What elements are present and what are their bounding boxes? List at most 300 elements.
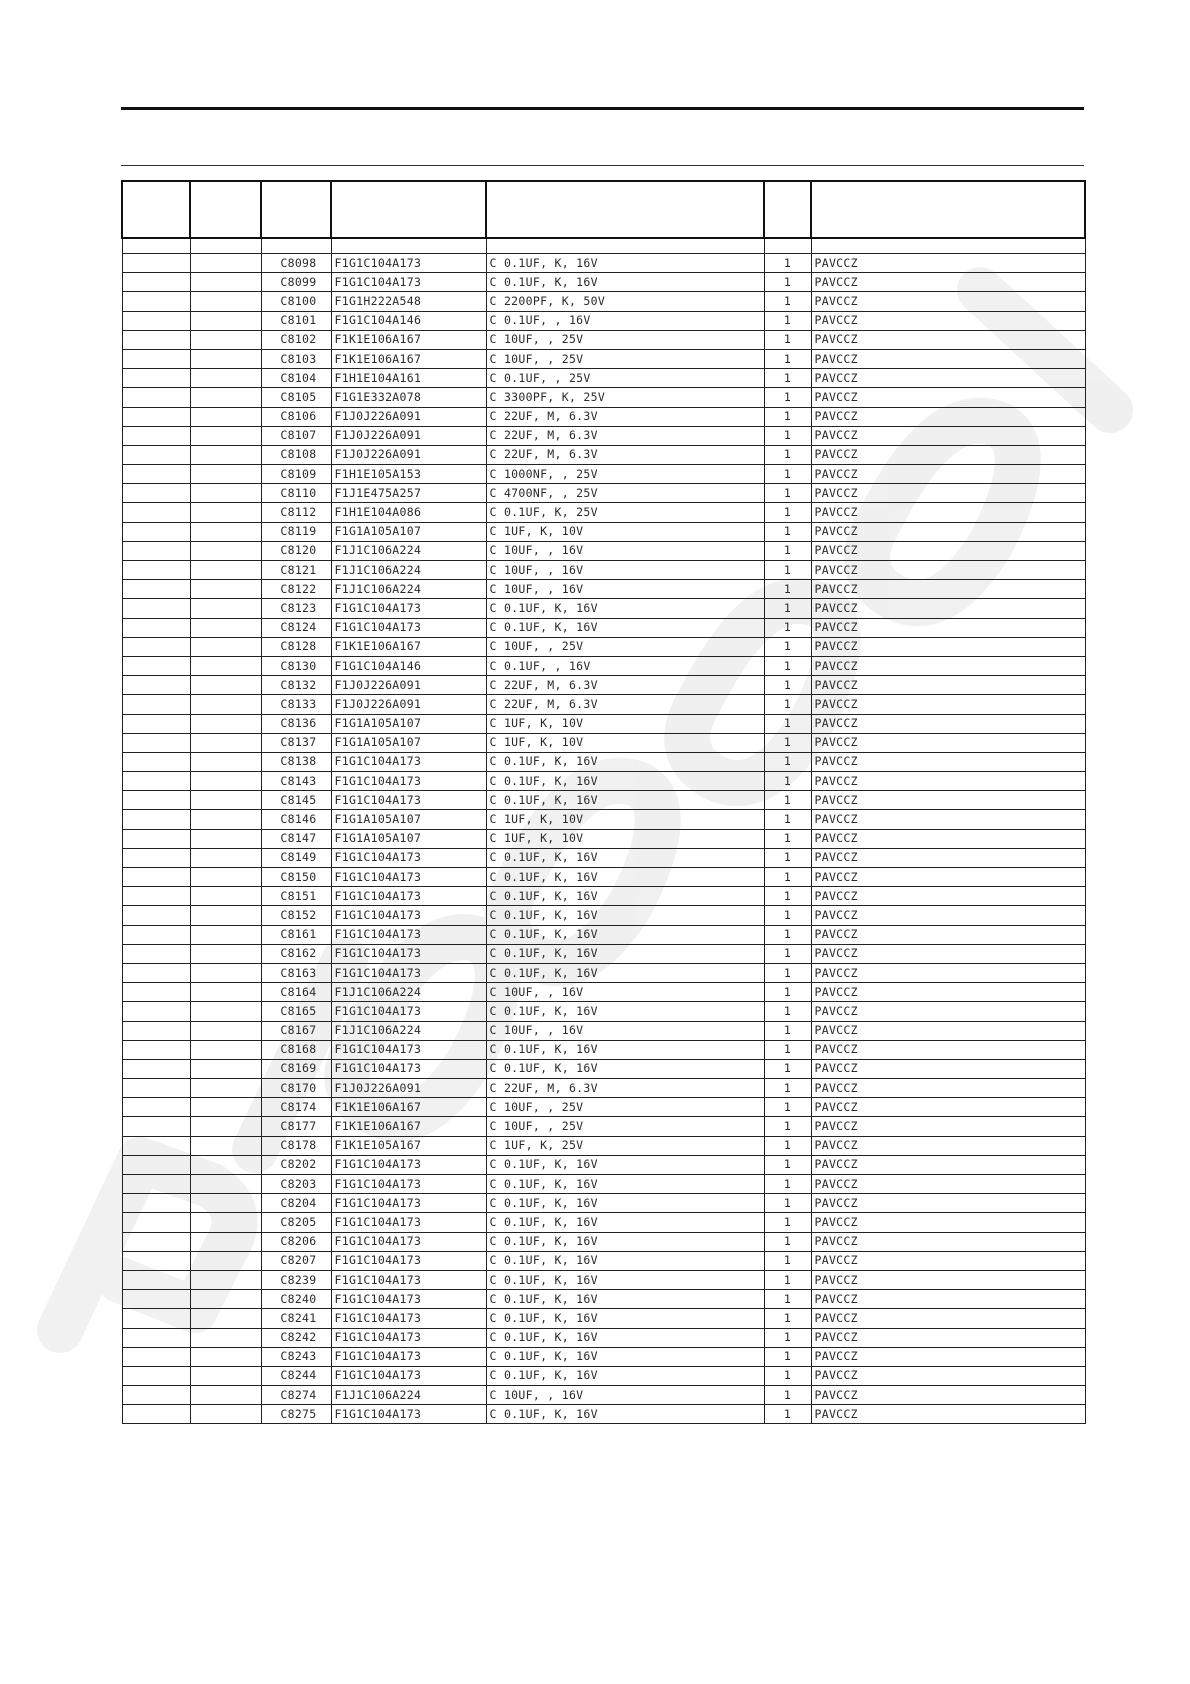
remarks-cell: PAVCCZ (811, 426, 1085, 445)
row-col1-cell (122, 829, 190, 848)
remarks-cell: PAVCCZ (811, 599, 1085, 618)
ref-no-cell: C8128 (261, 637, 331, 656)
ref-no-cell: C8177 (261, 1117, 331, 1136)
row-col2-cell (190, 1347, 261, 1366)
part-no-cell: F1G1H222A548 (331, 292, 486, 311)
remarks-cell: PAVCCZ (811, 695, 1085, 714)
part-no-cell: F1G1A105A107 (331, 714, 486, 733)
part-no-cell: F1J0J226A091 (331, 1079, 486, 1098)
row-col2-cell (190, 695, 261, 714)
description-cell: C 0.1UF, K, 16V (486, 791, 764, 810)
remarks-cell: PAVCCZ (811, 1117, 1085, 1136)
table-row (122, 388, 1085, 407)
row-col2-cell (190, 1290, 261, 1309)
part-no-cell: F1G1A105A107 (331, 733, 486, 752)
table-row (122, 829, 1085, 848)
ref-no-cell: C8121 (261, 561, 331, 580)
part-no-cell: F1G1C104A173 (331, 254, 486, 273)
part-no-cell: F1G1C104A173 (331, 1175, 486, 1194)
row-col1-cell (122, 868, 190, 887)
row-col1-cell (122, 906, 190, 925)
table-row (122, 1194, 1085, 1213)
remarks-cell: PAVCCZ (811, 1098, 1085, 1117)
description-cell: C 0.1UF, K, 25V (486, 503, 764, 522)
description-cell: C 1UF, K, 10V (486, 829, 764, 848)
part-no-cell: F1G1C104A173 (331, 791, 486, 810)
header-cell (122, 181, 190, 238)
part-no-cell: F1G1C104A173 (331, 1213, 486, 1232)
table-row (122, 1213, 1085, 1232)
ref-no-cell: C8151 (261, 887, 331, 906)
row-col1-cell (122, 1405, 190, 1424)
row-col2-cell (190, 618, 261, 637)
ref-no-cell: C8132 (261, 676, 331, 695)
remarks-cell: PAVCCZ (811, 254, 1085, 273)
quantity-cell: 1 (764, 676, 811, 695)
ref-no-cell: C8149 (261, 848, 331, 867)
row-col2-cell (190, 1079, 261, 1098)
row-col2-cell (190, 906, 261, 925)
row-col2-cell (190, 1328, 261, 1347)
header-cell (764, 181, 811, 238)
ref-no-cell: C8107 (261, 426, 331, 445)
description-cell: C 0.1UF, K, 16V (486, 273, 764, 292)
quantity-cell: 1 (764, 388, 811, 407)
description-cell: C 0.1UF, K, 16V (486, 887, 764, 906)
description-cell: C 22UF, M, 6.3V (486, 695, 764, 714)
row-col2-cell (190, 676, 261, 695)
quantity-cell: 1 (764, 944, 811, 963)
table-row (122, 426, 1085, 445)
remarks-cell: PAVCCZ (811, 1405, 1085, 1424)
top-rule (121, 107, 1084, 110)
header-cell (261, 181, 331, 238)
description-cell: C 0.1UF, K, 16V (486, 925, 764, 944)
table-row (122, 983, 1085, 1002)
description-cell: C 1000NF, , 25V (486, 465, 764, 484)
remarks-cell: PAVCCZ (811, 1366, 1085, 1385)
description-cell: C 0.1UF, K, 16V (486, 1270, 764, 1289)
row-col2-cell (190, 868, 261, 887)
row-col2-cell (190, 522, 261, 541)
quantity-cell: 1 (764, 445, 811, 464)
part-no-cell: F1G1C104A173 (331, 944, 486, 963)
description-cell: C 22UF, M, 6.3V (486, 426, 764, 445)
description-cell: C 10UF, , 25V (486, 637, 764, 656)
part-no-cell: F1G1C104A173 (331, 1040, 486, 1059)
ref-no-cell: C8146 (261, 810, 331, 829)
description-cell: C 10UF, , 25V (486, 349, 764, 368)
part-no-cell: F1G1C104A173 (331, 1309, 486, 1328)
table-row (122, 484, 1085, 503)
row-col2-cell (190, 829, 261, 848)
part-no-cell: F1G1C104A173 (331, 599, 486, 618)
quantity-cell: 1 (764, 349, 811, 368)
quantity-cell: 1 (764, 848, 811, 867)
row-col1-cell (122, 599, 190, 618)
description-cell: C 0.1UF, K, 16V (486, 1232, 764, 1251)
table-row (122, 695, 1085, 714)
row-col2-cell (190, 445, 261, 464)
remarks-cell: PAVCCZ (811, 868, 1085, 887)
remarks-cell: PAVCCZ (811, 445, 1085, 464)
ref-no-cell: C8202 (261, 1155, 331, 1174)
quantity-cell: 1 (764, 887, 811, 906)
row-col1-cell (122, 1136, 190, 1155)
table-row (122, 254, 1085, 273)
remarks-cell: PAVCCZ (811, 1290, 1085, 1309)
part-no-cell: F1J0J226A091 (331, 445, 486, 464)
part-no-cell: F1G1C104A173 (331, 1002, 486, 1021)
part-no-cell: F1G1C104A173 (331, 868, 486, 887)
part-no-cell: F1K1E105A167 (331, 1136, 486, 1155)
remarks-cell: PAVCCZ (811, 772, 1085, 791)
part-no-cell: F1G1C104A146 (331, 311, 486, 330)
remarks-cell: PAVCCZ (811, 1059, 1085, 1078)
table-row (122, 599, 1085, 618)
remarks-cell: PAVCCZ (811, 656, 1085, 675)
row-col2-cell (190, 944, 261, 963)
part-no-cell: F1G1C104A173 (331, 772, 486, 791)
row-col2-cell (190, 791, 261, 810)
row-col1-cell (122, 887, 190, 906)
part-no-cell: F1G1C104A173 (331, 1347, 486, 1366)
ref-no-cell: C8244 (261, 1366, 331, 1385)
quantity-cell: 1 (764, 1309, 811, 1328)
remarks-cell: PAVCCZ (811, 1079, 1085, 1098)
table-row (122, 848, 1085, 867)
row-col1-cell (122, 618, 190, 637)
ref-no-cell: C8119 (261, 522, 331, 541)
description-cell: C 10UF, , 16V (486, 541, 764, 560)
table-row (122, 465, 1085, 484)
row-col2-cell (190, 1117, 261, 1136)
ref-no-cell: C8241 (261, 1309, 331, 1328)
part-no-cell: F1J0J226A091 (331, 695, 486, 714)
ref-no-cell: C8206 (261, 1232, 331, 1251)
row-col1-cell (122, 369, 190, 388)
ref-no-cell: C8123 (261, 599, 331, 618)
quantity-cell: 1 (764, 637, 811, 656)
part-no-cell: F1G1A105A107 (331, 522, 486, 541)
row-col1-cell (122, 330, 190, 349)
remarks-cell: PAVCCZ (811, 369, 1085, 388)
ref-no-cell: C8243 (261, 1347, 331, 1366)
table-row (122, 1021, 1085, 1040)
quantity-cell: 1 (764, 1194, 811, 1213)
row-col1-cell (122, 426, 190, 445)
remarks-cell: PAVCCZ (811, 733, 1085, 752)
row-col2-cell (190, 752, 261, 771)
ref-no-cell: C8133 (261, 695, 331, 714)
row-col2-cell (190, 637, 261, 656)
remarks-cell: PAVCCZ (811, 330, 1085, 349)
description-cell: C 0.1UF, , 16V (486, 656, 764, 675)
row-col1-cell (122, 580, 190, 599)
part-no-cell: F1J1C106A224 (331, 561, 486, 580)
part-no-cell: F1J1C106A224 (331, 1021, 486, 1040)
row-col2-cell (190, 254, 261, 273)
remarks-cell: PAVCCZ (811, 1386, 1085, 1405)
part-no-cell: F1G1C104A173 (331, 1366, 486, 1385)
row-col2-cell (190, 1270, 261, 1289)
row-col1-cell (122, 752, 190, 771)
description-cell: C 0.1UF, K, 16V (486, 1366, 764, 1385)
quantity-cell: 1 (764, 311, 811, 330)
remarks-cell: PAVCCZ (811, 407, 1085, 426)
quantity-cell: 1 (764, 484, 811, 503)
table-row (122, 1251, 1085, 1270)
quantity-cell: 1 (764, 407, 811, 426)
remarks-cell: PAVCCZ (811, 388, 1085, 407)
remarks-cell: PAVCCZ (811, 522, 1085, 541)
part-no-cell: F1G1C104A173 (331, 1405, 486, 1424)
quantity-cell: 1 (764, 772, 811, 791)
quantity-cell: 1 (764, 426, 811, 445)
description-cell: C 0.1UF, K, 16V (486, 1251, 764, 1270)
table-row (122, 772, 1085, 791)
table-row (122, 503, 1085, 522)
description-cell: C 0.1UF, K, 16V (486, 752, 764, 771)
row-col2-cell (190, 1405, 261, 1424)
row-col1-cell (122, 1059, 190, 1078)
quantity-cell: 1 (764, 1232, 811, 1251)
table-row (122, 944, 1085, 963)
part-no-cell: F1K1E106A167 (331, 1117, 486, 1136)
table-row (122, 1328, 1085, 1347)
table-row (122, 1270, 1085, 1289)
ref-no-cell: C8162 (261, 944, 331, 963)
row-col1-cell (122, 445, 190, 464)
ref-no-cell: C8169 (261, 1059, 331, 1078)
quantity-cell: 1 (764, 599, 811, 618)
quantity-cell: 1 (764, 292, 811, 311)
row-col1-cell (122, 1366, 190, 1385)
table-body (122, 238, 1085, 1424)
description-cell: C 22UF, M, 6.3V (486, 407, 764, 426)
part-no-cell: F1G1C104A173 (331, 752, 486, 771)
part-no-cell: F1J1E475A257 (331, 484, 486, 503)
description-cell: C 0.1UF, K, 16V (486, 1059, 764, 1078)
ref-no-cell: C8109 (261, 465, 331, 484)
row-col1-cell (122, 1117, 190, 1136)
description-cell: C 22UF, M, 6.3V (486, 445, 764, 464)
row-col1-cell (122, 1386, 190, 1405)
part-no-cell: F1J0J226A091 (331, 676, 486, 695)
part-no-cell: F1G1C104A173 (331, 1059, 486, 1078)
table-row (122, 292, 1085, 311)
ref-no-cell: C8204 (261, 1194, 331, 1213)
row-col1-cell (122, 465, 190, 484)
table-row (122, 1059, 1085, 1078)
quantity-cell: 1 (764, 868, 811, 887)
ref-no-cell: C8137 (261, 733, 331, 752)
row-col2-cell (190, 1155, 261, 1174)
row-col1-cell (122, 925, 190, 944)
row-col2-cell (190, 465, 261, 484)
quantity-cell: 1 (764, 1175, 811, 1194)
table-row (122, 1232, 1085, 1251)
table-row (122, 906, 1085, 925)
description-cell: C 10UF, , 16V (486, 983, 764, 1002)
ref-no-cell: C8122 (261, 580, 331, 599)
quantity-cell: 1 (764, 1386, 811, 1405)
quantity-cell: 1 (764, 1059, 811, 1078)
part-no-cell: F1G1C104A173 (331, 1328, 486, 1347)
description-cell: C 0.1UF, K, 16V (486, 1405, 764, 1424)
part-no-cell: F1K1E106A167 (331, 349, 486, 368)
remarks-cell: PAVCCZ (811, 1328, 1085, 1347)
row-col2-cell (190, 1040, 261, 1059)
table-row (122, 810, 1085, 829)
row-col1-cell (122, 522, 190, 541)
remarks-cell: PAVCCZ (811, 810, 1085, 829)
remarks-cell: PAVCCZ (811, 311, 1085, 330)
quantity-cell: 1 (764, 580, 811, 599)
quantity-cell: 1 (764, 963, 811, 982)
row-col2-cell (190, 1213, 261, 1232)
part-no-cell: F1G1C104A173 (331, 848, 486, 867)
description-cell: C 10UF, , 16V (486, 561, 764, 580)
remarks-cell: PAVCCZ (811, 465, 1085, 484)
ref-no-cell: C8103 (261, 349, 331, 368)
part-no-cell: F1J1C106A224 (331, 983, 486, 1002)
ref-no-cell: C8164 (261, 983, 331, 1002)
row-col1-cell (122, 1021, 190, 1040)
row-col1-cell (122, 695, 190, 714)
part-no-cell: F1G1C104A173 (331, 887, 486, 906)
ref-no-cell: C8205 (261, 1213, 331, 1232)
table-row (122, 1079, 1085, 1098)
part-no-cell: F1H1E104A086 (331, 503, 486, 522)
description-cell: C 0.1UF, K, 16V (486, 254, 764, 273)
row-col1-cell (122, 810, 190, 829)
description-cell: C 0.1UF, K, 16V (486, 1002, 764, 1021)
row-col2-cell (190, 1136, 261, 1155)
ref-no-cell: C8161 (261, 925, 331, 944)
remarks-cell: PAVCCZ (811, 1309, 1085, 1328)
ref-no-cell: C8240 (261, 1290, 331, 1309)
remarks-cell: PAVCCZ (811, 503, 1085, 522)
description-cell: C 0.1UF, K, 16V (486, 1290, 764, 1309)
ref-no-cell: C8130 (261, 656, 331, 675)
quantity-cell: 1 (764, 1270, 811, 1289)
quantity-cell: 1 (764, 810, 811, 829)
description-cell: C 1UF, K, 10V (486, 522, 764, 541)
row-col2-cell (190, 349, 261, 368)
remarks-cell: PAVCCZ (811, 1175, 1085, 1194)
ref-no-cell: C8275 (261, 1405, 331, 1424)
row-col1-cell (122, 561, 190, 580)
row-col2-cell (190, 1366, 261, 1385)
part-no-cell: F1J0J226A091 (331, 407, 486, 426)
table-row (122, 311, 1085, 330)
row-col1-cell (122, 349, 190, 368)
table-row (122, 1386, 1085, 1405)
description-cell: C 0.1UF, K, 16V (486, 944, 764, 963)
part-no-cell: F1K1E106A167 (331, 330, 486, 349)
quantity-cell: 1 (764, 1136, 811, 1155)
table-row (122, 580, 1085, 599)
part-no-cell: F1J1C106A224 (331, 541, 486, 560)
description-cell: C 0.1UF, K, 16V (486, 1328, 764, 1347)
part-no-cell: F1G1C104A173 (331, 906, 486, 925)
part-no-cell: F1G1C104A173 (331, 1232, 486, 1251)
part-no-cell: F1G1C104A173 (331, 925, 486, 944)
part-no-cell: F1H1E104A161 (331, 369, 486, 388)
ref-no-cell: C8203 (261, 1175, 331, 1194)
row-col1-cell (122, 676, 190, 695)
row-col2-cell (190, 599, 261, 618)
row-col1-cell (122, 541, 190, 560)
quantity-cell: 1 (764, 733, 811, 752)
row-col2-cell (190, 369, 261, 388)
table-row (122, 887, 1085, 906)
row-col2-cell (190, 1021, 261, 1040)
part-no-cell: F1G1A105A107 (331, 810, 486, 829)
row-col2-cell (190, 273, 261, 292)
row-col1-cell (122, 1002, 190, 1021)
table-row (122, 349, 1085, 368)
row-col1-cell (122, 254, 190, 273)
description-cell: C 0.1UF, , 25V (486, 369, 764, 388)
row-col1-cell (122, 983, 190, 1002)
table-row (122, 963, 1085, 982)
spacer-row (122, 238, 1085, 254)
row-col2-cell (190, 580, 261, 599)
quantity-cell: 1 (764, 829, 811, 848)
row-col1-cell (122, 1290, 190, 1309)
remarks-cell: PAVCCZ (811, 1213, 1085, 1232)
description-cell: C 0.1UF, K, 16V (486, 1347, 764, 1366)
remarks-cell: PAVCCZ (811, 925, 1085, 944)
remarks-cell: PAVCCZ (811, 1232, 1085, 1251)
remarks-cell: PAVCCZ (811, 714, 1085, 733)
ref-no-cell: C8274 (261, 1386, 331, 1405)
row-col2-cell (190, 311, 261, 330)
row-col2-cell (190, 810, 261, 829)
ref-no-cell: C8207 (261, 1251, 331, 1270)
row-col2-cell (190, 426, 261, 445)
header-rule (121, 165, 1084, 166)
row-col1-cell (122, 1232, 190, 1251)
ref-no-cell: C8099 (261, 273, 331, 292)
table-row (122, 1175, 1085, 1194)
ref-no-cell: C8239 (261, 1270, 331, 1289)
description-cell: C 22UF, M, 6.3V (486, 676, 764, 695)
ref-no-cell: C8138 (261, 752, 331, 771)
description-cell: C 0.1UF, K, 16V (486, 618, 764, 637)
remarks-cell: PAVCCZ (811, 580, 1085, 599)
row-col1-cell (122, 963, 190, 982)
remarks-cell: PAVCCZ (811, 349, 1085, 368)
part-no-cell: F1G1E332A078 (331, 388, 486, 407)
table-row (122, 1405, 1085, 1424)
remarks-cell: PAVCCZ (811, 541, 1085, 560)
quantity-cell: 1 (764, 925, 811, 944)
part-no-cell: F1G1C104A173 (331, 1155, 486, 1174)
row-col1-cell (122, 1098, 190, 1117)
quantity-cell: 1 (764, 273, 811, 292)
quantity-cell: 1 (764, 1021, 811, 1040)
part-no-cell: F1G1C104A173 (331, 1270, 486, 1289)
row-col1-cell (122, 656, 190, 675)
ref-no-cell: C8136 (261, 714, 331, 733)
description-cell: C 22UF, M, 6.3V (486, 1079, 764, 1098)
remarks-cell: PAVCCZ (811, 906, 1085, 925)
parts-list-table (121, 180, 1086, 1424)
row-col1-cell (122, 1251, 190, 1270)
